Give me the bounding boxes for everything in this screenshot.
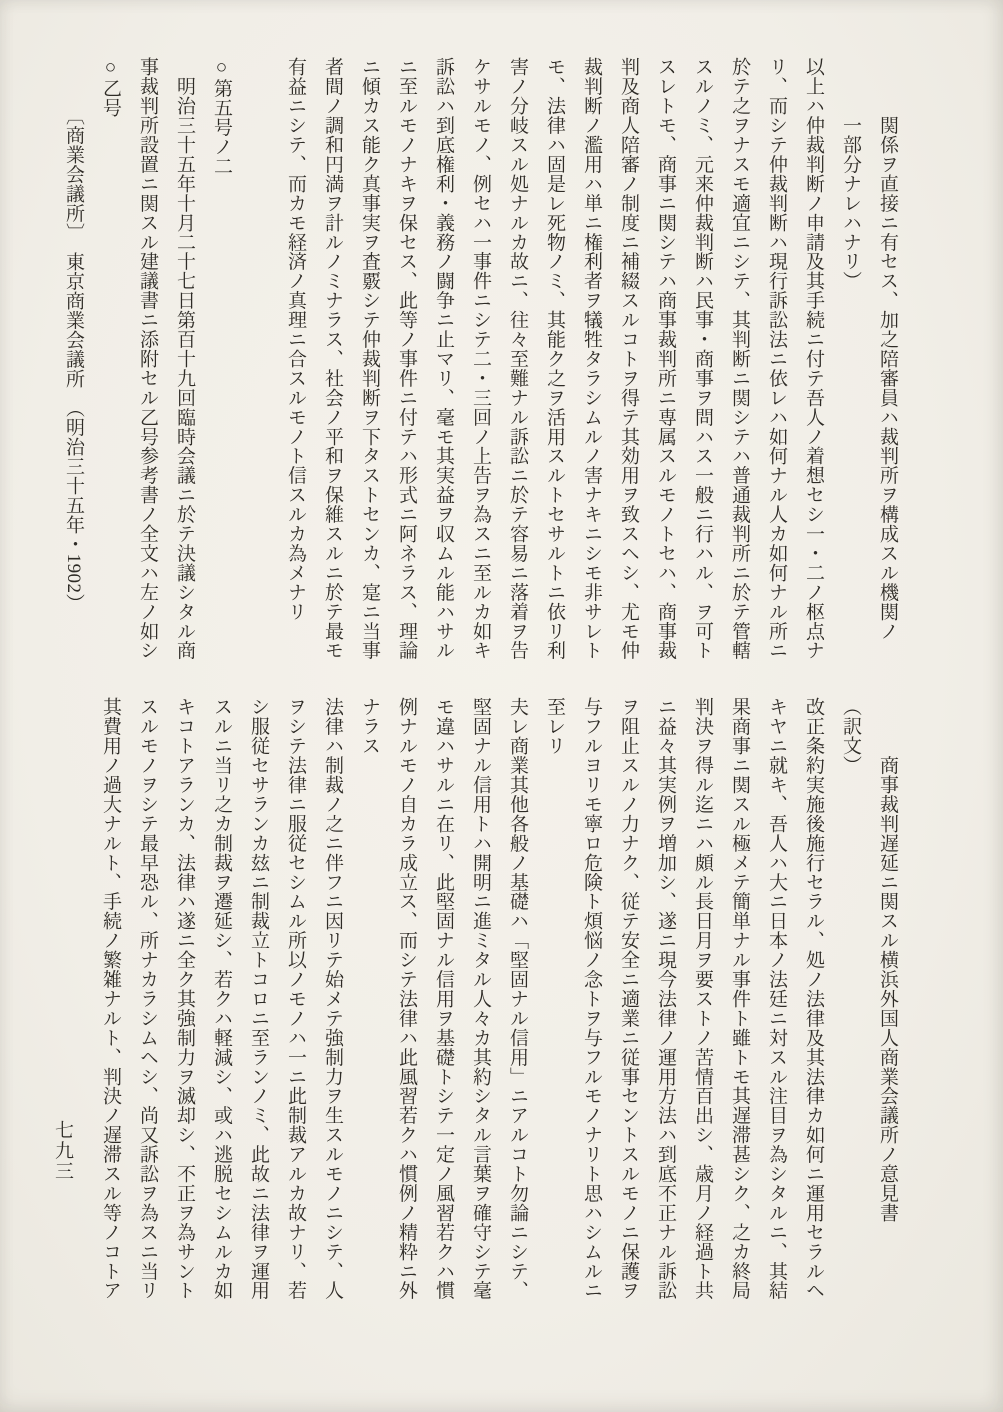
text-column: 明治三十五年十月二十七日第百十九回臨時会議ニ於テ決議シタル商 [174, 57, 195, 660]
text-column: 判決ヲ得ル迄ニハ頗ル長日月ヲ要ストノ苦情百出シ、歳月ノ経過ト共 [692, 697, 713, 1300]
text-column: 者間ノ調和円満ヲ計ルノミナラス、社会ノ平和ヲ保維スルニ於テ最モ [322, 57, 343, 660]
text-column: 夫レ商業其他各般ノ基礎ハ「堅固ナル信用」ニアルコト勿論ニシテ、 [507, 697, 528, 1300]
text-column: ○第五号ノ二 [211, 57, 232, 176]
text-column: 裁判断ノ濫用ハ単ニ権利者ヲ犠牲タラシムルノ害ナキニシモ非サレト [581, 57, 602, 660]
text-column: 〔商業会議所〕 東京商業会議所 （明治三十五年・1902） [63, 57, 84, 613]
text-column: 堅固ナル信用トハ開明ニ進ミタル人々カ其約シタル言葉ヲ確守シテ毫 [470, 697, 491, 1300]
text-column: ヲシテ法律ニ服従セシムル所以ノモノハ一ニ此制裁アルカ故ナリ、若 [285, 697, 306, 1300]
text-column: ニ益々其実例ヲ増加シ、遂ニ現今法律ノ運用方法ハ到底不正ナル訴訟 [655, 697, 676, 1300]
text-column: （訳文） [840, 697, 861, 775]
text-column: 害ノ分岐スル処ナルカ故ニ、往々至難ナル訴訟ニ於テ容易ニ落着ヲ告 [507, 57, 528, 660]
text-column: 例ナルモノ自カラ成立ス、而シテ法律ハ此風習若クハ慣例ノ精粋ニ外 [396, 697, 417, 1300]
text-column: 事裁判所設置ニ関スル建議書ニ添附セル乙号参考書ノ全文ハ左ノ如シ [137, 57, 158, 660]
text-column: スルモノヲシテ最早恐ル、所ナカラシムヘシ、尚又訴訟ヲ為スニ当リ [137, 697, 158, 1300]
text-column: 判及商人陪審ノ制度ニ補綴スルコトヲ得テ其効用ヲ致スヘシ、尤モ仲 [618, 57, 639, 660]
text-column: 関係ヲ直接ニ有セス、加之陪審員ハ裁判所ヲ構成スル機関ノ [877, 57, 898, 641]
text-column: ニ至ルモノナキヲ保セス、此等ノ事件ニ付テハ形式ニ阿ネラス、理論 [396, 57, 417, 660]
text-column: ニ傾カス能ク真事実ヲ査覈シテ仲裁判断ヲ下タストセンカ、寔ニ当事 [359, 57, 380, 660]
text-column: 改正条約実施後施行セラル、処ノ法律及其法律カ如何ニ運用セラルヘ [803, 697, 824, 1300]
text-column [240, 57, 277, 661]
text-column: 法律ハ制裁ノ之ニ伴フニ因リテ始メテ強制力ヲ生スルモノニシテ、人 [322, 697, 343, 1300]
top-text-block [55, 57, 906, 661]
text-column: スルニ当リ之カ制裁ヲ遷延シ、若クハ軽減シ、或ハ逃脱セシムルカ如 [211, 697, 232, 1300]
text-column: シ服従セサランカ玆ニ制裁立トコロニ至ランノミ、此故ニ法律ヲ運用 [248, 697, 269, 1300]
text-column: 果商事ニ関スル極メテ簡単ナル事件ト雖トモ其遅滞甚シク、之カ終局 [729, 697, 750, 1300]
text-column: キヤニ就キ、吾人ハ大ニ日本ノ法廷ニ対スル注目ヲ為シタルニ、其結 [766, 697, 787, 1300]
text-column: キコトアランカ、法律ハ遂ニ全ク其強制力ヲ滅却シ、不正ヲ為サント [174, 697, 195, 1300]
text-column: ナラス [359, 697, 380, 756]
text-column: モ違ハサルニ在リ、此堅固ナル信用ヲ基礎トシテ一定ノ風習若クハ慣 [433, 697, 454, 1300]
text-column: リ、而シテ仲裁判断ハ現行訴訟法ニ依レハ如何ナル人カ如何ナル所ニ [766, 57, 787, 660]
text-column: 於テ之ヲナスモ適宜ニシテ、其判断ニ関シテハ普通裁判所ニ於テ管轄 [729, 57, 750, 660]
text-column: ○乙号 [100, 57, 121, 118]
text-column: 訴訟ハ到底権利・義務ノ闘争ニ止マリ、毫モ其実益ヲ収ムル能ハサル [433, 57, 454, 660]
text-column: スレトモ、商事ニ関シテハ商事裁判所ニ専属スルモノトセハ、商事裁 [655, 57, 676, 660]
text-column: モ、法律ハ固是レ死物ノミ、其能ク之ヲ活用スルトセサルトニ依リ利 [544, 57, 565, 660]
text-column: スルノミ、元来仲裁判断ハ民事・商事ヲ問ハス一般ニ行ハル、ヲ可ト [692, 57, 713, 660]
text-column: 与フルヨリモ寧ロ危険ト煩悩ノ念トヲ与フルモノナリト思ハシムルニ [581, 697, 602, 1300]
bottom-text-block [92, 697, 906, 1301]
text-column: 有益ニシテ、而カモ経済ノ真理ニ合スルモノト信スルカ為メナリ [285, 57, 306, 622]
text-column: ケサルモノ、例セハ一事件ニシテ二・三回ノ上告ヲ為スニ至ルカ如キ [470, 57, 491, 660]
text-column: 其費用ノ過大ナルト、手続ノ繁雑ナルト、判決ノ遅滞スル等ノコトア [100, 697, 121, 1300]
text-column: 商事裁判遅延ニ関スル横浜外国人商業会議所ノ意見書 [877, 697, 898, 1223]
text-column: 以上ハ仲裁判断ノ申請及其手続ニ付テ吾人ノ着想セシ一・二ノ枢点ナ [803, 57, 824, 660]
text-column: ヲ阻止スルノ力ナク、従テ安全ニ適業ニ従事セントスルモノニ保護ヲ [618, 697, 639, 1300]
text-column: 至レリ [544, 697, 565, 756]
text-column: 一部分ナレハナリ） [840, 57, 861, 291]
page-number: 七九三 [52, 1120, 73, 1182]
